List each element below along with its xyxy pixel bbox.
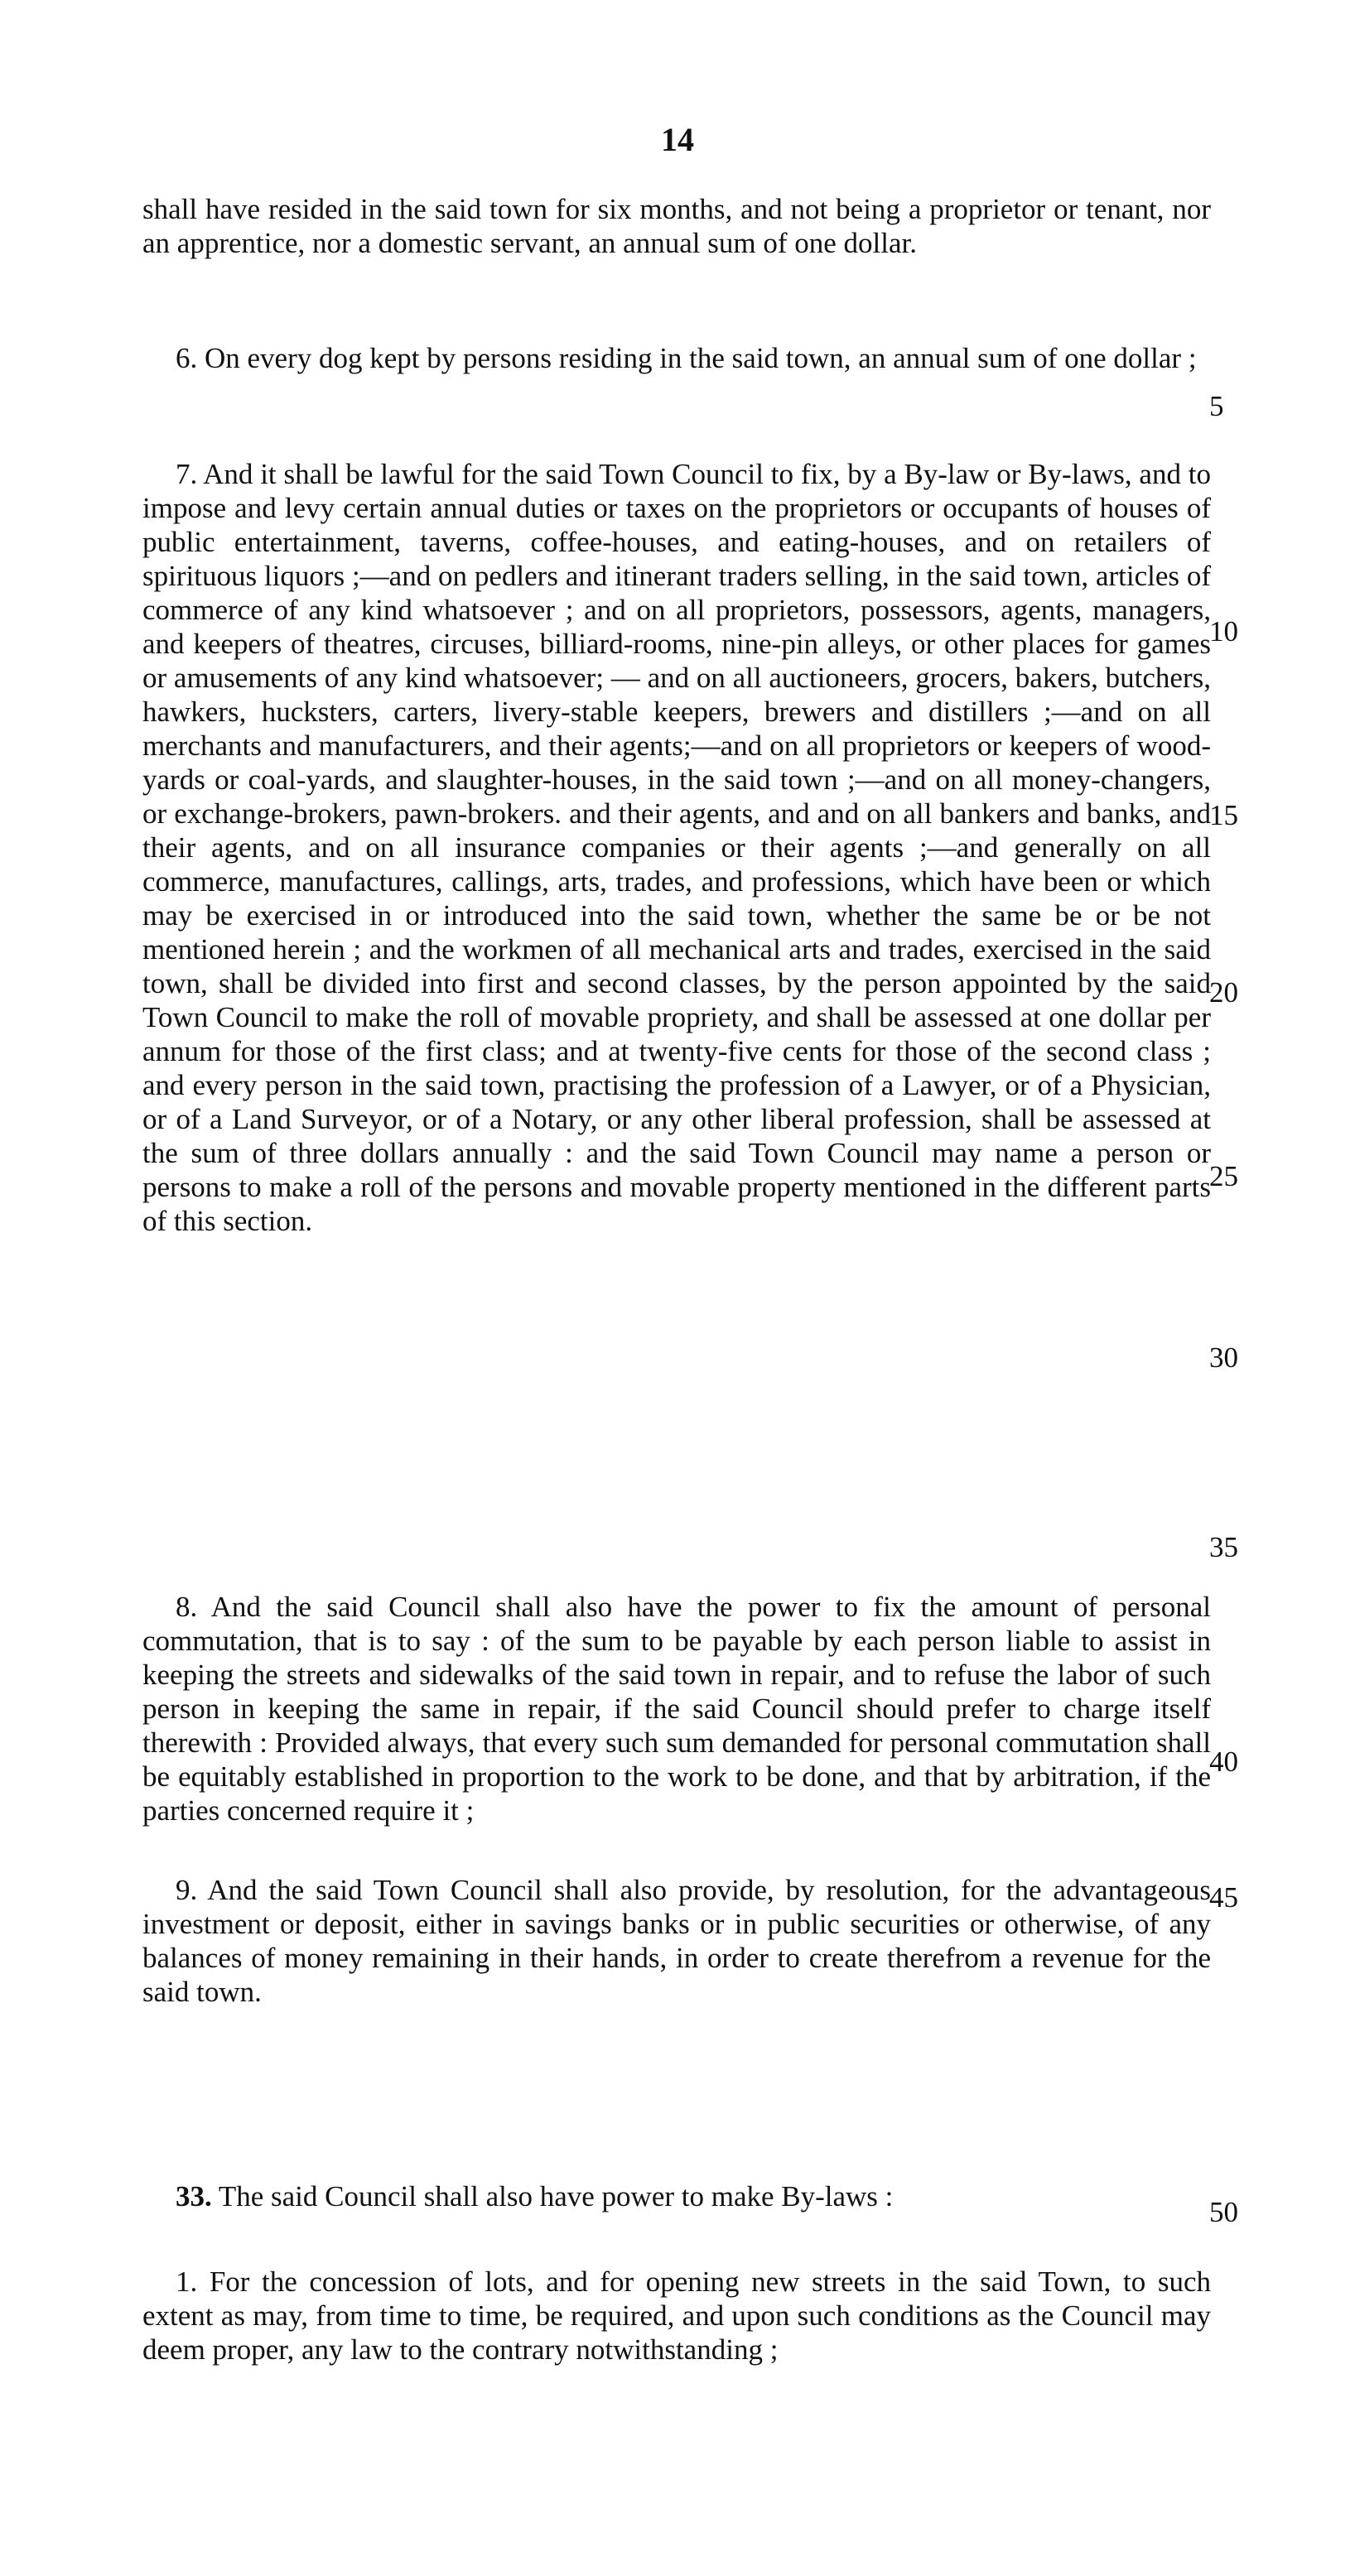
- paragraph-9: 9. And the said Town Council shall also provide, by resolution, for the advantageous investment or deposit, either in savings banks or in public securities or otherwise, of any balances of money remaining in their hands, in order to create therefrom a revenue for the said town.: [142, 1874, 1211, 2008]
- line-number-35: 35: [1209, 1531, 1238, 1563]
- line-number-15: 15: [1209, 799, 1238, 831]
- line-number-20: 20: [1209, 976, 1238, 1009]
- paragraph-8: 8. And the said Council shall also have the power to fix the amount of personal commutation, that is to say : of the sum to be payable by each person liable to assist in keeping the streets and sidewalks of the said town in repair, and to refuse the labor of such person in keeping the same in repair, if the said Council should prefer to charge itself therewith : Provided always, that every such sum demanded for personal commutation shall be equitably established in proportion to the work to be done, and that by arbitration, if the parties concerned require it ;: [142, 1591, 1211, 1827]
- section-33-text: The said Council shall also have power to make By-laws :: [211, 2180, 894, 2212]
- line-number-30: 30: [1209, 1341, 1238, 1374]
- line-number-5: 5: [1209, 390, 1224, 422]
- paragraph-section-33: [142, 2179, 1211, 2213]
- paragraph-continuation: shall have resided in the said town for six months, and not being a proprietor or tenant, nor an apprentice, nor a domestic servant, an annual sum of one dollar.: [142, 193, 1211, 259]
- paragraph-33-1: 1. For the concession of lots, and for opening new streets in the said Town, to such extent as may, from time to time, be required, and upon such conditions as the Council may deem proper, any law to the contrary notwithstanding ;: [142, 2265, 1211, 2366]
- line-number-40: 40: [1209, 1745, 1238, 1778]
- line-number-45: 45: [1209, 1881, 1238, 1914]
- line-number-25: 25: [1209, 1160, 1238, 1192]
- line-number-10: 10: [1209, 615, 1238, 648]
- paragraph-7: 7. And it shall be lawful for the said Town Council to fix, by a By-law or By-laws, and to impose and levy certain annual duties or taxes on the proprietors or occupants of houses of public entertainment, taverns, coffee-houses, and eating-houses, and on retailers of spirituous liquors ;—and on pedlers and itinerant traders selling, in the said town, articles of commerce of any kind whatsoever ; and on all proprietors, possessors, agents, managers, and keepers of theatres, circuses, billiard-rooms, nine-pin alleys, or other places for games or amusements of any kind whatsoever; — and on all auctioneers, grocers, bakers, butchers, hawkers, hucksters, carters, livery-stable keepers, brewers and distillers ;—and on all merchants and manufacturers, and their agents;—and on all proprietors or keepers of wood-yards or coal-yards, and slaughter-houses, in the said town ;—and on all money-changers, or exchange-brokers, pawn-brokers. and their agents, and and on all bankers and banks, and their agents, and on all insurance companies or their agents ;—and generally on all commerce, manufactures, callings, arts, trades, and professions, which have been or which may be exercised in or introduced into the said town, whether the same be or be not mentioned herein ; and the workmen of all mechanical arts and trades, exercised in the said town, shall be divided into first and second classes, by the person appointed by the said Town Council to make the roll of movable propriety, and shall be assessed at one dollar per annum for those of the first class; and at twenty-five cents for those of the second class ; and every person in the said town, practising the profession of a Lawyer, or of a Physician, or of a Land Surveyor, or of a Notary, or any other liberal profession, shall be assessed at the sum of three dollars annually : and the said Town Council may name a person or persons to make a roll of the persons and movable property mentioned in the different parts of this section.: [142, 458, 1211, 1237]
- section-number: 33.: [176, 2180, 212, 2212]
- line-number-50: 50: [1209, 2196, 1238, 2228]
- page-number: 14: [661, 121, 694, 158]
- paragraph-6: 6. On every dog kept by persons residing in the said town, an annual sum of one dollar ;: [176, 342, 1197, 374]
